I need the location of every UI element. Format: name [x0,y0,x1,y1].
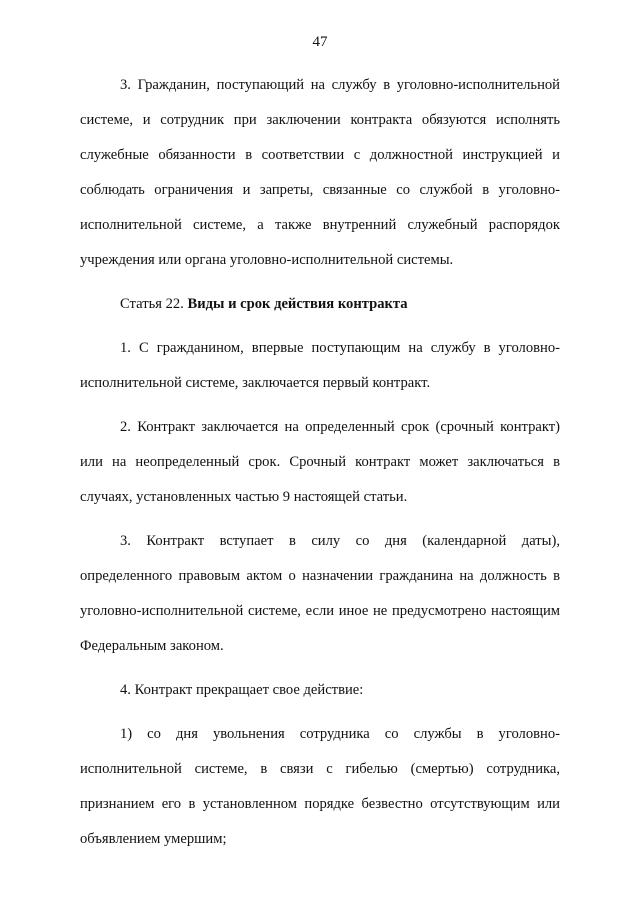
article-title: Виды и срок действия контракта [187,296,408,312]
article-paragraph-1: 1. С гражданином, впервые поступающим на службу в уголовно-исполнительной системе, заключается первый контракт. [80,340,560,391]
article-heading [80,287,560,322]
page-number: 47 [312,34,328,50]
article-label: Статья 22. [120,296,184,312]
document-body [80,68,560,857]
paragraph-part-3: 3. Гражданин, поступающий на службу в уголовно-исполнительной системе, и сотрудник при заключении контракта обязуются исполнять служебные обязанности в соответствии с должностной инструкцией и соблюдать ограничения и запреты, связанные со службой в уголовно-исполнительной системе, а также внутренний служебный распорядок учреждения или органа уголовно-исполнительной системы. [80,77,560,268]
article-paragraph-4-item-1: 1) со дня увольнения сотрудника со службы в уголовно-исполнительной системе, в связи с гибелью (смертью) сотрудника, признанием его в установленном порядке безвестно отсутствующим или объявлением умершим; [80,726,560,847]
article-paragraph-3: 3. Контракт вступает в силу со дня (календарной даты), определенного правовым актом о назначении гражданина на должность в уголовно-исполнительной системе, если иное не предусмотрено настоящим Федеральным законом. [80,533,560,654]
article-paragraph-2: 2. Контракт заключается на определенный срок (срочный контракт) или на неопределенный срок. Срочный контракт может заключаться в случаях, установленных частью 9 настоящей статьи. [80,419,560,505]
article-paragraph-4: 4. Контракт прекращает свое действие: [120,682,364,698]
